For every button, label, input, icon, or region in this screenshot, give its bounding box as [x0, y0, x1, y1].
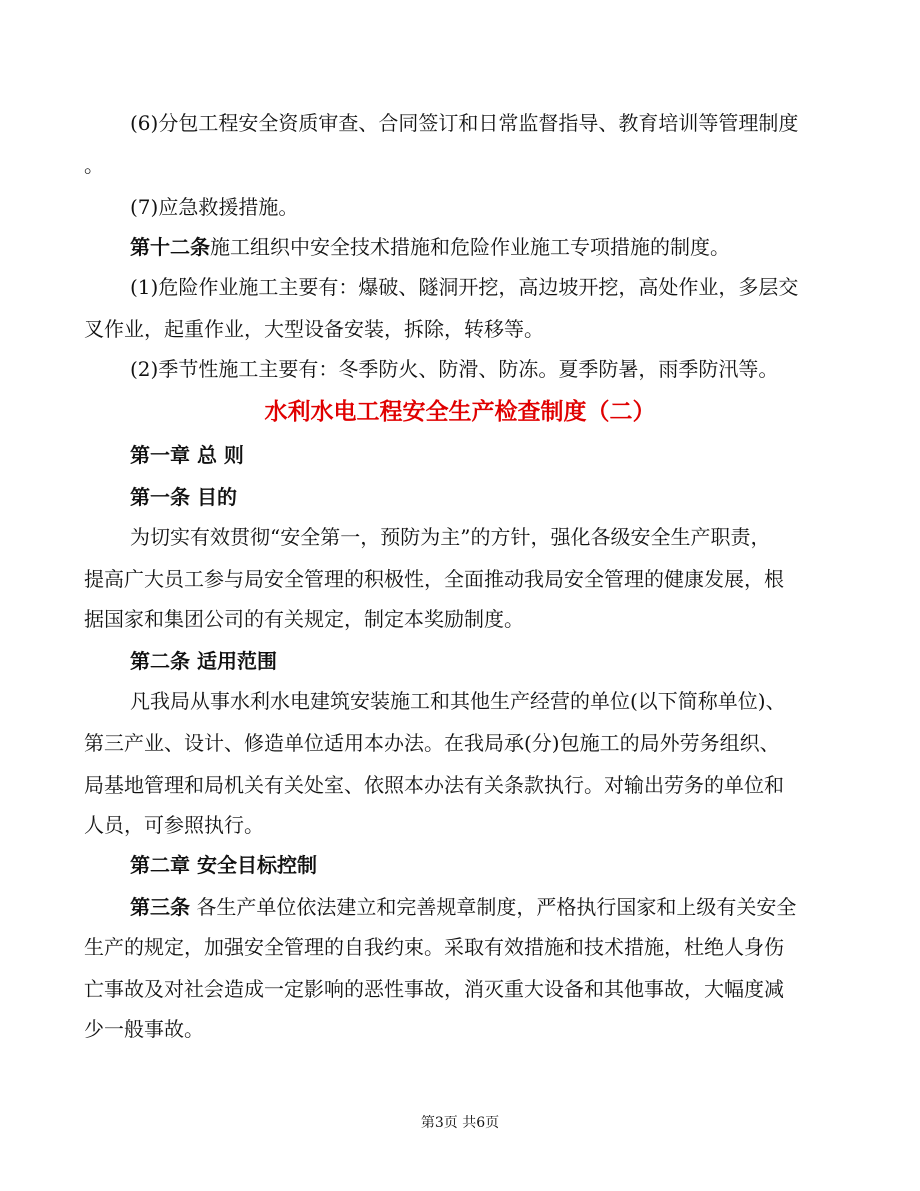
article-2-line-2: 第三产业、设计、修造单位适用本办法。在我局承(分)包施工的局外劳务组织、 [84, 731, 780, 755]
article-12 [130, 232, 890, 262]
article-3-line-3: 亡事故及对社会造成一定影响的恶性事故，消灭重大设备和其他事故，大幅度减 [84, 977, 784, 1001]
article-3-text: 各生产单位依法建立和完善规章制度，严格执行国家和上级有关安全 [190, 895, 797, 919]
article-12-text: 施工组织中安全技术措施和危险作业施工专项措施的制度。 [210, 235, 730, 259]
article-1-heading: 第一条 目的 [130, 485, 237, 509]
item-1-line-2: 叉作业，起重作业，大型设备安装，拆除，转移等。 [84, 317, 544, 341]
item-7: (7)应急救援措施。 [130, 195, 299, 219]
article-12-label: 第十二条 [130, 235, 210, 259]
article-1-line-3: 据国家和集团公司的有关规定，制定本奖励制度。 [84, 607, 524, 631]
article-2-line-4: 人员，可参照执行。 [84, 813, 264, 837]
article-3-line-1 [130, 892, 890, 922]
page-number-footer: 第3页 共6页 [420, 1115, 500, 1131]
article-2-line-1: 凡我局从事水利水电建筑安装施工和其他生产经营的单位(以下简称单位)、 [130, 689, 786, 713]
article-2-line-3: 局基地管理和局机关有关处室、依照本办法有关条款执行。对输出劳务的单位和 [84, 773, 784, 797]
item-2: (2)季节性施工主要有：冬季防火、防滑、防冻。夏季防暑，雨季防汛等。 [130, 357, 779, 381]
article-1-line-2: 提高广大员工参与局安全管理的积极性，全面推动我局安全管理的健康发展，根 [84, 567, 784, 591]
article-2-heading: 第二条 适用范围 [130, 649, 277, 673]
section-title: 水利水电工程安全生产检查制度（二） [264, 399, 656, 425]
article-3-label: 第三条 [130, 895, 190, 919]
article-3-line-4: 少一般事故。 [84, 1017, 204, 1041]
chapter-1-heading: 第一章 总 则 [130, 443, 244, 467]
item-1-line-1: (1)危险作业施工主要有：爆破、隧洞开挖，高边坡开挖，高处作业，多层交 [130, 275, 799, 299]
item-6-line-1: (6)分包工程安全资质审查、合同签订和日常监督指导、教育培训等管理制度 [130, 111, 799, 135]
article-1-line-1: 为切实有效贯彻“安全第一，预防为主”的方针，强化各级安全生产职责， [130, 525, 771, 549]
chapter-2-heading: 第二章 安全目标控制 [130, 853, 317, 877]
item-6-line-2: 。 [84, 153, 104, 177]
article-3-line-2: 生产的规定，加强安全管理的自我约束。采取有效措施和技术措施，杜绝人身伤 [84, 935, 784, 959]
